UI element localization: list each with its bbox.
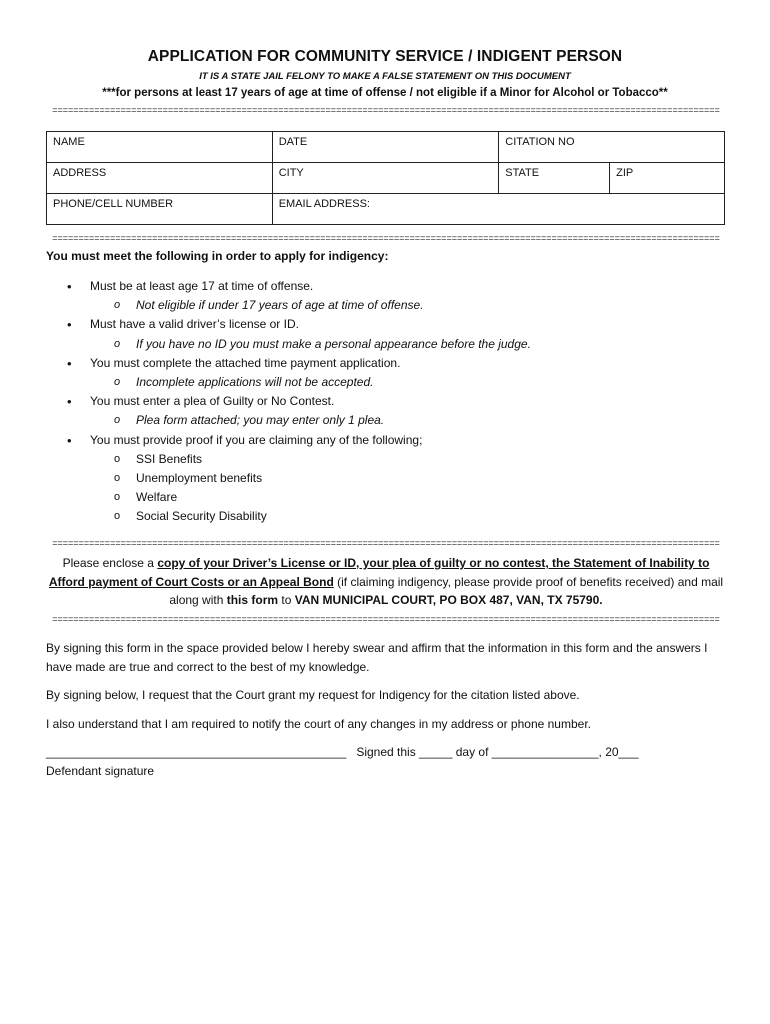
enclosure-proof-note: (if claiming indigency, please provide proof of benefits received) and mail along with	[169, 574, 724, 607]
requirement-item: • You must enter a plea of Guilty or No Contest.	[46, 392, 646, 411]
email-field[interactable]: EMAIL ADDRESS:	[272, 194, 724, 225]
requirements-list	[46, 277, 646, 526]
notify-change-statement: I also understand that I am required to notify the court of any changes in my address or phone number.	[46, 717, 591, 731]
separator-line: ===============================================================================================================================	[52, 105, 720, 115]
enclosure-prefix: Please enclose a	[62, 556, 158, 570]
phone-field[interactable]: PHONE/CELL NUMBER	[47, 194, 273, 225]
name-field[interactable]: NAME	[47, 132, 273, 163]
address-field[interactable]: ADDRESS	[47, 163, 273, 194]
enclosure-to: to	[278, 593, 295, 607]
zip-field[interactable]: ZIP	[610, 163, 725, 194]
signature-line[interactable]: _____________________________________________ Signed this _____ day of ________________, 20___	[46, 745, 639, 759]
proof-type-item: o Unemployment benefits	[46, 469, 646, 488]
affirmation-statement: By signing this form in the space provided below I hereby swear and affirm that the information in this form and the answers I have made are true and correct to the best of my knowledge.	[46, 641, 708, 674]
requirement-subitem: o Not eligible if under 17 years of age at time of offense.	[46, 296, 646, 315]
proof-type-item: o Social Security Disability	[46, 507, 646, 526]
separator-line: ===============================================================================================================================	[52, 538, 720, 548]
requirement-subitem: o If you have no ID you must make a personal appearance before the judge.	[46, 335, 646, 354]
document-title: APPLICATION FOR COMMUNITY SERVICE / INDIGENT PERSON	[147, 48, 623, 65]
felony-warning: IT IS A STATE JAIL FELONY TO MAKE A FALSE STATEMENT ON THIS DOCUMENT	[199, 71, 571, 82]
state-field[interactable]: STATE	[499, 163, 610, 194]
signature-label: Defendant signature	[46, 764, 155, 778]
enclosure-documents: copy of your Driver’s License or ID, your plea of guilty or no contest, the Statement of Inability to Afford payment of Court Costs or an Appeal Bond	[48, 556, 710, 589]
requirement-subitem: o Plea form attached; you may enter only 1 plea.	[46, 411, 646, 430]
enclosure-instructions	[46, 554, 726, 610]
requirement-subitem: o Incomplete applications will not be accepted.	[46, 373, 646, 392]
requirement-item: • Must have a valid driver’s license or ID.	[46, 315, 646, 334]
indigency-request-statement: By signing below, I request that the Court grant my request for Indigency for the citation listed above.	[46, 688, 580, 702]
eligibility-note: ***for persons at least 17 years of age at time of offense / not eligible if a Minor for Alcohol or Tobacco**	[102, 87, 668, 99]
requirement-item: • You must provide proof if you are claiming any of the following;	[46, 431, 646, 450]
applicant-info-table	[46, 131, 725, 225]
proof-type-item: o SSI Benefits	[46, 450, 646, 469]
date-field[interactable]: DATE	[272, 132, 499, 163]
city-field[interactable]: CITY	[272, 163, 499, 194]
citation-no-field[interactable]: CITATION NO	[499, 132, 725, 163]
requirements-heading: You must meet the following in order to apply for indigency:	[46, 249, 389, 263]
court-mailing-address: VAN MUNICIPAL COURT, PO BOX 487, VAN, TX 75790.	[294, 593, 603, 607]
separator-line: ===============================================================================================================================	[52, 233, 720, 243]
enclosure-this-form: this form	[226, 593, 279, 607]
separator-line: ===============================================================================================================================	[52, 614, 720, 624]
requirement-item: • Must be at least age 17 at time of offense.	[46, 277, 646, 296]
requirement-item: • You must complete the attached time payment application.	[46, 354, 646, 373]
proof-type-item: o Welfare	[46, 488, 646, 507]
